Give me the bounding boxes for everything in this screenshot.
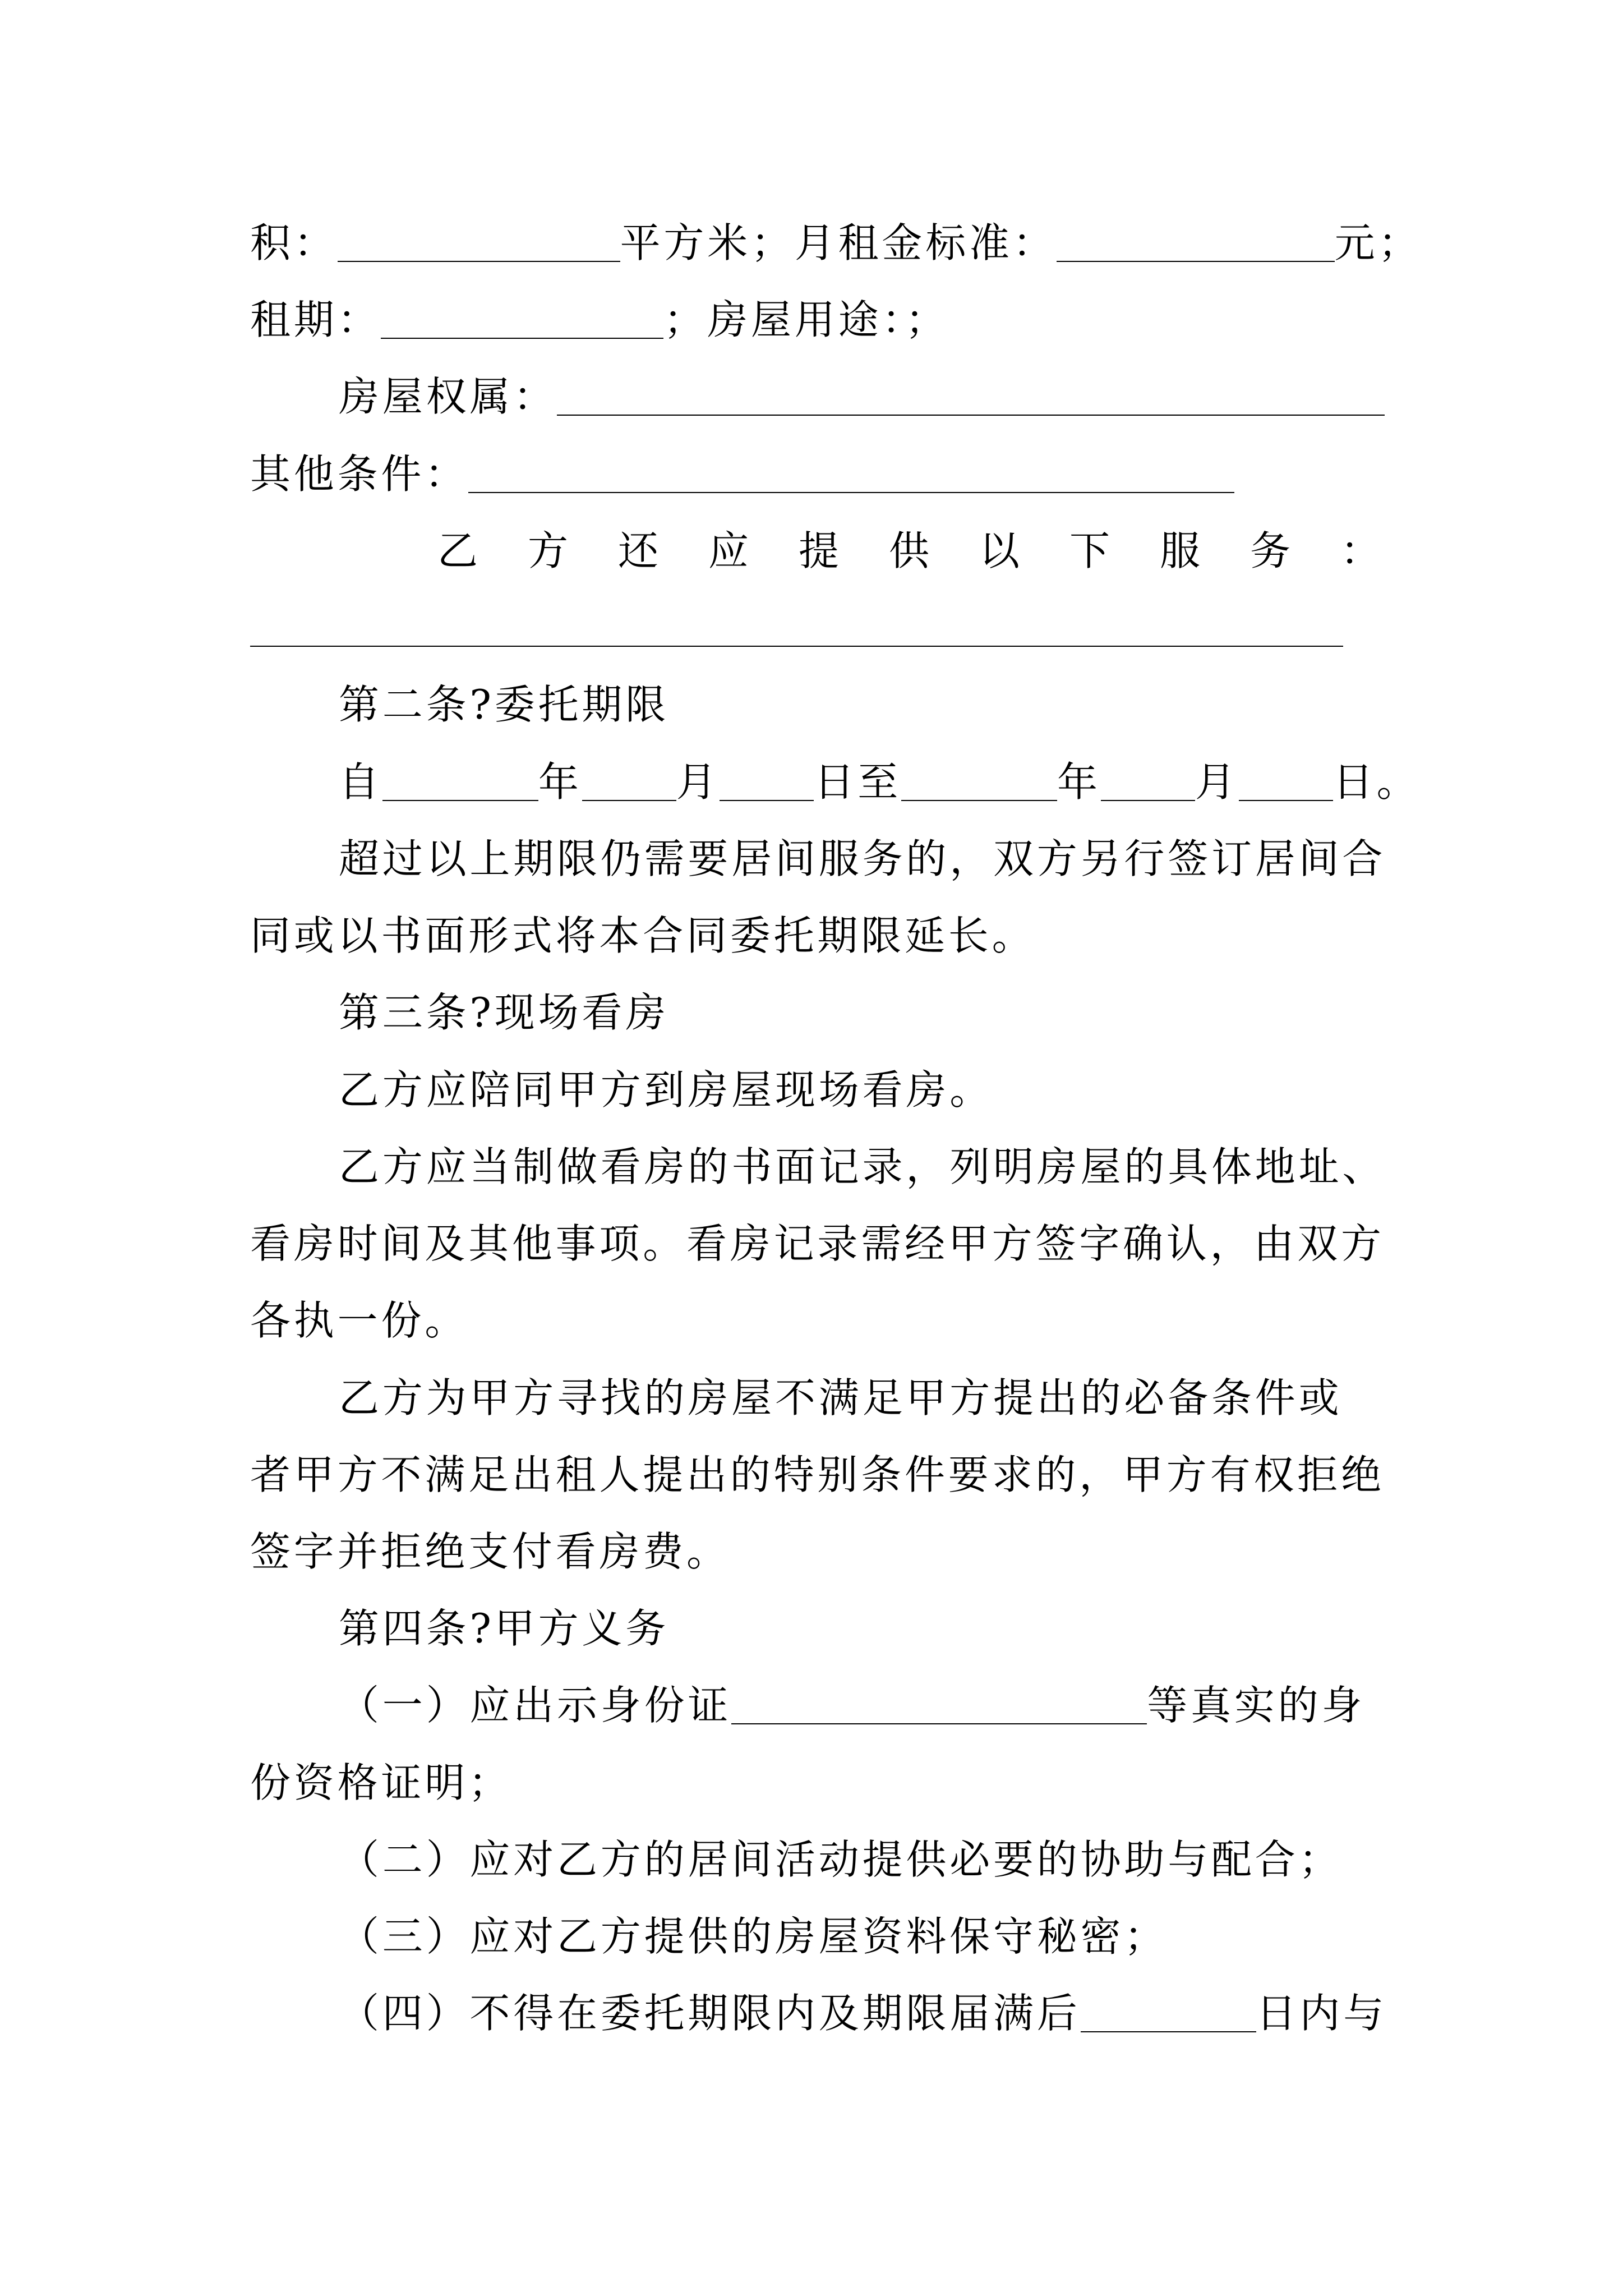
extension-text: 同或以书面形式将本合同委托期限延长。 <box>250 912 1036 960</box>
item-4-before: （四）不得在委托期限内及期限届满后 <box>339 1990 1081 2037</box>
viewing-record-text: 乙方应当制做看房的书面记录，列明房屋的具体地址、 <box>339 1143 1386 1190</box>
article-3-heading <box>0 974 1623 1051</box>
term-label: 租期： <box>250 296 381 344</box>
article-2-heading-text: 第二条?委托期限 <box>339 681 670 729</box>
item-1-after: 等真实的身 <box>1147 1682 1366 1729</box>
paragraph-line <box>0 1282 1623 1359</box>
item-3-text: （三）应对乙方提供的房屋资料保守秘密； <box>339 1913 1168 1961</box>
period-start-year: 年 <box>538 758 582 806</box>
end-year-blank <box>901 800 1057 801</box>
end-month-blank <box>1101 800 1195 801</box>
end-day-blank <box>1239 800 1333 801</box>
period-line <box>0 744 1623 821</box>
refusal-text: 者甲方不满足出租人提出的特别条件要求的，甲方有权拒绝 <box>250 1451 1385 1498</box>
start-day-blank <box>720 800 814 801</box>
viewing-record-text: 各执一份。 <box>250 1297 469 1345</box>
id-document-blank <box>731 1723 1147 1724</box>
paragraph-line <box>0 821 1623 898</box>
days-blank <box>1081 2031 1256 2032</box>
ownership-blank <box>557 415 1385 416</box>
paragraph-line <box>0 1360 1623 1437</box>
start-month-blank <box>582 800 676 801</box>
term-blank <box>381 338 663 339</box>
article-4-heading <box>0 1590 1623 1667</box>
item-4-after: 日内与 <box>1256 1990 1387 2037</box>
extra-services-blank-line <box>0 590 1623 666</box>
article-3-heading-text: 第三条?现场看房 <box>339 989 670 1037</box>
paragraph-line <box>0 1205 1623 1282</box>
extra-services-line <box>0 513 1623 590</box>
refusal-text: 乙方为甲方寻找的房屋不满足甲方提出的必备条件或 <box>339 1374 1343 1421</box>
period-start-day-to: 日至 <box>814 758 902 806</box>
usage-label: ；房屋用途：； <box>663 296 949 344</box>
item-1-continuation: 份资格证明； <box>250 1759 512 1806</box>
paragraph-line <box>0 1052 1623 1129</box>
paragraph-line <box>0 898 1623 974</box>
extra-services-blank <box>250 646 1343 647</box>
area-rent-line <box>0 205 1623 282</box>
item-1-before: （一）应出示身份证 <box>339 1682 732 1729</box>
ownership-line <box>0 358 1623 435</box>
period-end-year: 年 <box>1057 758 1101 806</box>
period-end-month: 月 <box>1195 758 1239 806</box>
paragraph-line <box>0 1513 1623 1590</box>
rent-unit: 元； <box>1334 219 1422 266</box>
extension-text: 超过以上期限仍需要居间服务的，双方另行签订居间合 <box>339 835 1386 882</box>
period-start-month: 月 <box>676 758 720 806</box>
ownership-label: 房屋权属： <box>339 373 557 421</box>
period-from: 自 <box>339 758 382 806</box>
extra-services-label: 乙方还应提供以下服务： <box>437 527 1431 574</box>
other-conditions-label: 其他条件： <box>250 450 469 498</box>
start-year-blank <box>382 800 538 801</box>
article-2-heading <box>0 666 1623 743</box>
obligation-item-3 <box>0 1898 1623 1975</box>
item-2-text: （二）应对乙方的居间活动提供必要的协助与配合； <box>339 1835 1343 1883</box>
obligation-item-1-continuation <box>0 1745 1623 1821</box>
obligation-item-4 <box>0 1975 1623 2052</box>
paragraph-line <box>0 1437 1623 1513</box>
viewing-accompany-text: 乙方应陪同甲方到房屋现场看房。 <box>339 1066 994 1114</box>
obligation-item-1 <box>0 1667 1623 1744</box>
area-unit-rent-label: 平方米；月租金标准： <box>620 219 1057 266</box>
viewing-record-text: 看房时间及其他事项。看房记录需经甲方签字确认，由双方 <box>250 1220 1385 1268</box>
area-blank <box>338 261 620 262</box>
refusal-text: 签字并拒绝支付看房费。 <box>250 1527 730 1575</box>
term-usage-line <box>0 282 1623 358</box>
obligation-item-2 <box>0 1821 1623 1898</box>
paragraph-line <box>0 1129 1623 1205</box>
period-end-day: 日。 <box>1332 758 1421 806</box>
other-conditions-line <box>0 436 1623 513</box>
rent-blank <box>1057 261 1335 262</box>
article-4-heading-text: 第四条?甲方义务 <box>339 1605 670 1653</box>
other-conditions-blank <box>468 492 1234 493</box>
document-body <box>0 205 1623 2053</box>
area-label: 积： <box>250 219 338 266</box>
